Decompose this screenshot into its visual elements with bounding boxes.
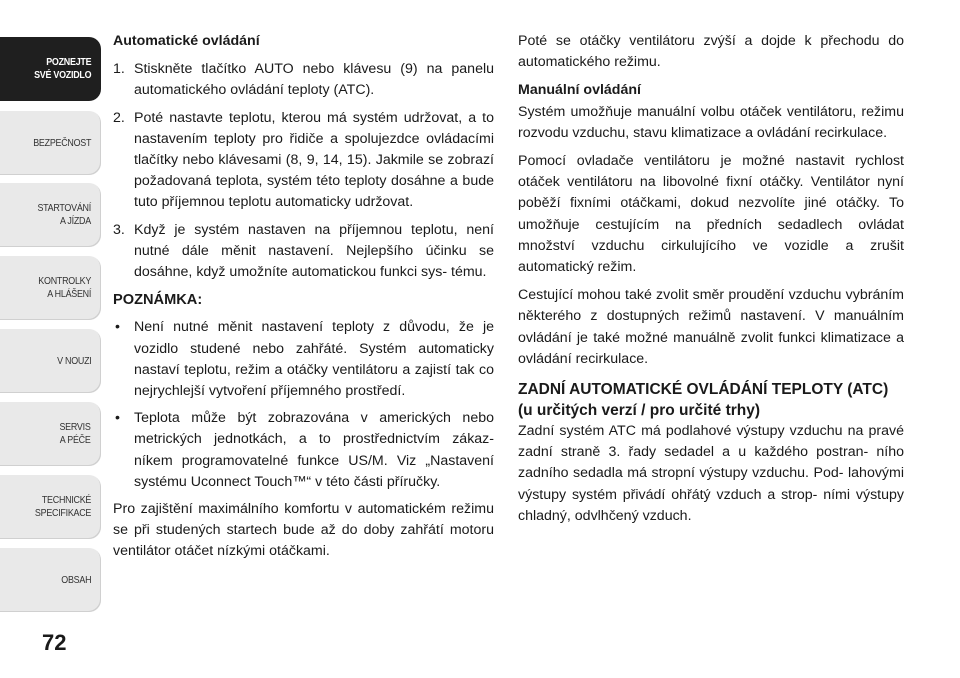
left-column: [113, 31, 494, 563]
step-text: Když je systém nastaven na příjemnou teplotu, není nutné dále měnit nastavení. Nejlepšího účinku se dosáhne, když umožníte automatickou funkci sys- tému.: [134, 221, 494, 281]
step-item: [113, 108, 494, 214]
closing-paragraph: Pro zajištění maximálního komfortu v automatickém režimu se při studených startech bude až do doby zahřátí motoru ventilátor otáčet nízkými otáčkami.: [113, 501, 494, 560]
right-column: [518, 31, 904, 527]
bullet-text: Teplota může být zobrazována v amerických nebo metrických jednotkách, a to prostřednictvím zákaz- níkem programovatelné funkce US/M. Viz „Nastavení systému Uconnect Touch™“ v této části příručky.: [134, 410, 494, 490]
step-text: Stiskněte tlačítko AUTO nebo klávesu (9) na panelu automatického ovládání teploty (ATC).: [134, 61, 494, 99]
note-heading: POZNÁMKA:: [113, 292, 203, 309]
paragraph: Cestující mohou také zvolit směr proudění vzduchu vybráním některého z dostupných režimů nastavení. V manuálním ovládání je také možné manuálně zvolit funkci klimatizace a ovládání recirkulace.: [518, 287, 904, 367]
paragraph: Poté se otáčky ventilátoru zvýší a dojde k přechodu do automatického režimu.: [518, 33, 904, 71]
tab-technicke-specifikace[interactable]: [0, 475, 101, 539]
tab-label: POZNEJTE SVÉ VOZIDLO: [33, 56, 91, 81]
bullet-text: Není nutné měnit nastavení teploty z důvodu, že je vozidlo studené nebo zahřáté. Systém automaticky nastaví teplotu, režim a otáčky ventilátoru a zajistí tak co nejrychlejší vytvoření příjemného prostředí.: [134, 319, 494, 400]
tab-startovani-a-jizda[interactable]: [0, 183, 101, 247]
paragraph: Systém umožňuje manuální volbu otáček ventilátoru, režimu rozvodu vzduchu, stavu klimatizace a ovládání recirkulace.: [518, 103, 904, 141]
bullet-icon: •: [115, 410, 120, 427]
page-number: 72: [42, 630, 67, 655]
tab-servis-a-pece[interactable]: [0, 402, 101, 466]
tab-label: TECHNICKÉ SPECIFIKACE: [34, 494, 91, 519]
step-number: 3.: [113, 221, 125, 238]
tab-label: KONTROLKY A HLÁŠENÍ: [38, 275, 91, 300]
tab-label: BEZPEČNOST: [33, 136, 91, 149]
tab-poznejte-sve-vozidlo[interactable]: [0, 37, 101, 101]
step-number: 1.: [113, 61, 125, 78]
tab-label: SERVIS A PÉČE: [59, 421, 91, 446]
manual-heading: Manuální ovládání: [518, 82, 641, 99]
step-text: Poté nastavte teplotu, kterou má systém udržovat, a to nastavením teploty pro řidiče a spolujezdce ovládacími tlačítky nebo klávesami (8, 9, 14, 15). Jakmile se zobrazí požadovaná teplota, systém této teploty dosáhne a bude tuto příjemnou teplotu automaticky udržovat.: [134, 109, 494, 211]
tab-obsah[interactable]: [0, 548, 101, 612]
chapter-sidebar: [0, 0, 101, 678]
tab-bezpecnost[interactable]: [0, 111, 101, 175]
tab-label: OBSAH: [61, 573, 91, 586]
tab-kontrolky-a-hlaseni[interactable]: [0, 256, 101, 320]
paragraph: Zadní systém ATC má podlahové výstupy vzduchu na pravé zadní straně 3. řady sedadel a u každého postran- ního zadního sedadla má stropní výstupy vzduchu. Pod- lahovými výstupy systém přivádí ohřátý vzduch a strop- ními výstupy chladný, odvlhčený vzduch.: [518, 423, 904, 524]
tab-v-nouzi[interactable]: [0, 329, 101, 393]
rear-atc-heading: ZADNÍ AUTOMATICKÉ OVLÁDÁNÍ TEPLOTY (ATC) (u určitých verzí / pro určité trhy): [518, 381, 889, 420]
step-number: 2.: [113, 109, 125, 126]
note-bullet: [113, 317, 494, 402]
tab-label: V NOUZI: [56, 354, 91, 367]
bullet-icon: •: [115, 319, 120, 336]
step-item: [113, 59, 494, 101]
step-item: [113, 220, 494, 284]
tab-label: STARTOVÁNÍ A JÍZDA: [37, 202, 91, 227]
paragraph: Pomocí ovladače ventilátoru je možné nastavit rychlost otáček ventilátoru na libovolné fixní otáčky. Ventilátor nyní poběží fixními otáčkami, dokud nezvolíte jiné otáčky. To umožňuje cestujícím na předních sedadlech ovládat množství vzduchu cirkulujícího ve vozidle a zrušit automatický režim.: [518, 153, 904, 276]
section-heading: Automatické ovládání: [113, 33, 260, 49]
note-bullet: [113, 408, 494, 493]
